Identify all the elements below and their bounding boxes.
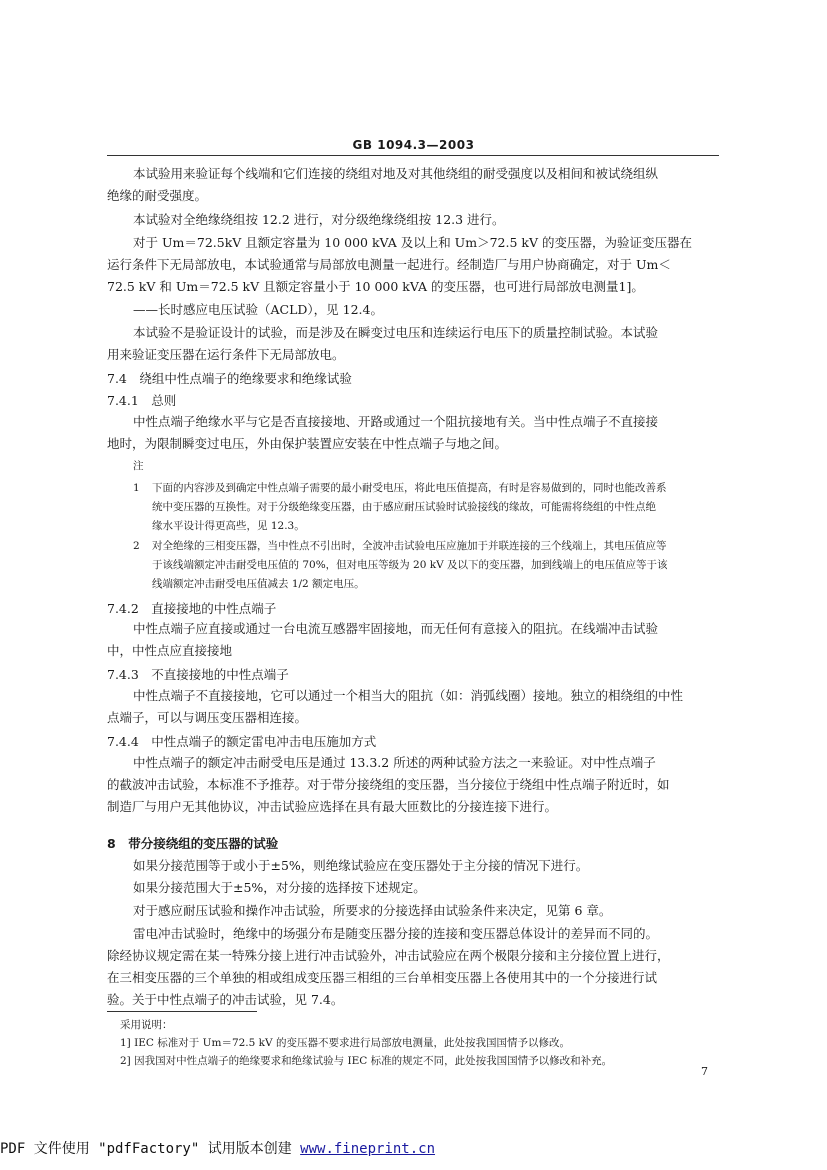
paragraph-line: 如果分接范围等于或小于±5%，则绝缘试验应在变压器处于主分接的情况下进行。 (133, 858, 589, 873)
paragraph-line: 除经协议规定需在某一特殊分接上进行冲击试验外，冲击试验应在两个极限分接和主分接位置上进行， (107, 948, 670, 963)
paragraph-line: 对于 Um＝72.5kV 且额定容量为 10 000 kVA 及以上和 Um＞72.5 kV 的变压器，为验证变压器在 (133, 235, 692, 250)
note-label: 注 (133, 460, 144, 472)
section-heading-7-4-2: 7.4.2 直接接地的中性点端子 (107, 601, 277, 616)
header-rule (107, 155, 719, 156)
section-heading-8: 8 带分接绕组的变压器的试验 (107, 836, 279, 851)
paragraph-line: 用来验证变压器在运行条件下无局部放电。 (107, 347, 345, 362)
paragraph-line: 的截波冲击试验，本标准不予推荐。对于带分接绕组的变压器，当分接位于绕组中性点端子附近时，如 (107, 777, 670, 792)
paragraph-line: 绝缘的耐受强度。 (107, 188, 208, 203)
paragraph-line: 地时，为限制瞬变过电压，外由保护装置应安装在中性点端子与地之间。 (107, 436, 508, 451)
paragraph-line: ——长时感应电压试验（ACLD），见 12.4。 (133, 302, 383, 317)
footnote-2: 2] 因我国对中性点端子的绝缘要求和绝缘试验与 IEC 标准的规定不同，此处按我国国情予以修改和补充。 (120, 1055, 613, 1067)
page-number: 7 (701, 1065, 708, 1078)
paragraph-line: 运行条件下无局部放电，本试验通常与局部放电测量一起进行。经制造厂与用户协商确定，对于 Um＜ (107, 257, 671, 272)
paragraph-line: 制造厂与用户无其他协议，冲击试验应选择在具有最大匝数比的分接连接下进行。 (107, 799, 558, 814)
paragraph-line: 中性点端子不直接接地，它可以通过一个相当大的阻抗（如：消弧线圈）接地。独立的相绕组的中性 (133, 688, 684, 703)
section-heading-7-4: 7.4 绕组中性点端子的绝缘要求和绝缘试验 (107, 371, 352, 386)
note-line: 对全绝缘的三相变压器，当中性点不引出时，全波冲击试验电压应施加于并联连接的三个线端上，其电压值应等 (152, 540, 667, 552)
paragraph-line: 在三相变压器的三个单独的相或组成变压器三相组的三台单相变压器上各使用其中的一个分接进行试 (107, 970, 658, 985)
note-line: 于该线端额定冲击耐受电压值的 70%，但对电压等级为 20 kV 及以下的变压器，加到线端上的电压值应等于该 (152, 559, 668, 571)
section-heading-7-4-1: 7.4.1 总则 (107, 393, 177, 408)
section-heading-7-4-4: 7.4.4 中性点端子的额定雷电冲击电压施加方式 (107, 734, 377, 749)
paragraph-line: 中性点端子绝缘水平与它是否直接接地、开路或通过一个阻抗接地有关。当中性点端子不直接接 (133, 414, 659, 429)
paragraph-line: 对于感应耐压试验和操作冲击试验，所要求的分接选择由试验条件来决定，见第 6 章。 (133, 903, 612, 918)
paragraph-line: 本试验不是验证设计的试验，而是涉及在瞬变过电压和连续运行电压下的质量控制试验。本试验 (133, 325, 659, 340)
paragraph-line: 中，中性点应直接接地 (107, 643, 233, 658)
note-line: 统中变压器的互换性。对于分级绝缘变压器，由于感应耐压试验时试验接线的缘故，可能需将绕组的中性点绝 (152, 501, 656, 513)
footer-text: PDF 文件使用 "pdfFactory" 试用版本创建 (0, 1141, 301, 1157)
note-number: 1 (133, 482, 140, 494)
note-line: 线端额定冲击耐受电压值减去 1/2 额定电压。 (152, 578, 365, 590)
paragraph-line: 本试验对全绝缘绕组按 12.2 进行，对分级绝缘绕组按 12.3 进行。 (133, 212, 505, 227)
pdf-watermark-footer (0, 1138, 435, 1158)
section-heading-7-4-3: 7.4.3 不直接接地的中性点端子 (107, 667, 289, 682)
paragraph-line: 中性点端子的额定冲击耐受电压是通过 13.3.2 所述的两种试验方法之一来验证。对中性点端子 (133, 755, 656, 770)
paragraph-line: 点端子，可以与调压变压器相连接。 (107, 710, 308, 725)
paragraph-line: 本试验用来验证每个线端和它们连接的绕组对地及对其他绕组的耐受强度以及相间和被试绕组纵 (133, 166, 659, 181)
note-line: 下面的内容涉及到确定中性点端子需要的最小耐受电压，将此电压值提高，有时是容易做到的，同时也能改善系 (152, 482, 667, 494)
footnote-title: 采用说明： (120, 1019, 173, 1031)
fineprint-link[interactable]: www.fineprint.cn (300, 1141, 436, 1157)
footnote-1: 1] IEC 标准对于 Um＝72.5 kV 的变压器不要求进行局部放电测量，此处按我国国情予以修改。 (120, 1037, 570, 1049)
footnote-rule (107, 1011, 257, 1012)
document-id-header: GB 1094.3—2003 (352, 138, 475, 152)
paragraph-line: 如果分接范围大于±5%，对分接的选择按下述规定。 (133, 880, 426, 895)
paragraph-line: 中性点端子应直接或通过一台电流互感器牢固接地，而无任何有意接入的阻抗。在线端冲击试验 (133, 621, 659, 636)
paragraph-line: 验。关于中性点端子的冲击试验，见 7.4。 (107, 992, 344, 1007)
note-line: 缘水平设计得更高些，见 12.3。 (152, 520, 305, 532)
note-number: 2 (133, 540, 140, 552)
paragraph-line: 72.5 kV 和 Um＝72.5 kV 且额定容量小于 10 000 kVA 的变压器，也可进行局部放电测量1]。 (107, 279, 644, 294)
paragraph-line: 雷电冲击试验时，绝缘中的场强分布是随变压器分接的连接和变压器总体设计的差异而不同的。 (133, 926, 659, 941)
